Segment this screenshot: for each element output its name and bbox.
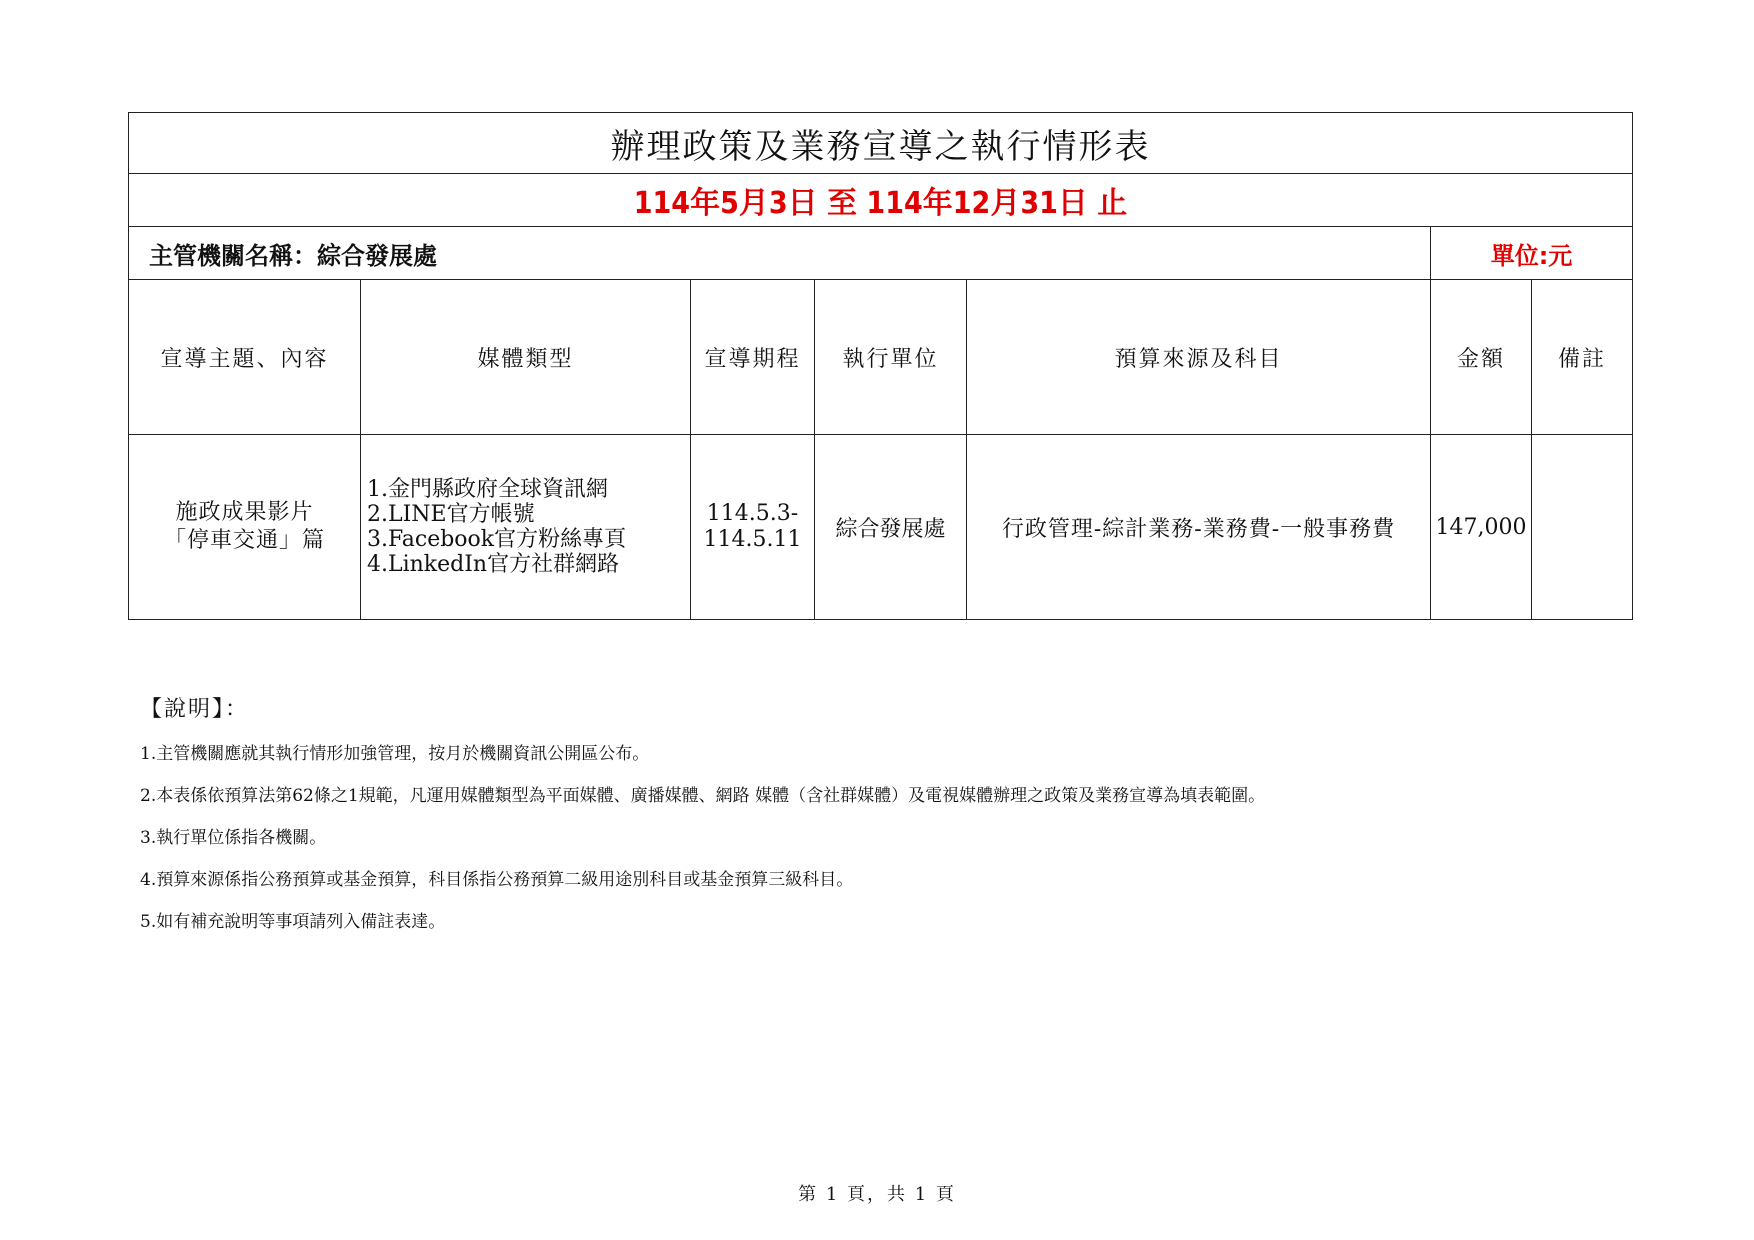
report-title: 辦理政策及業務宣導之執行情形表 [129, 113, 1633, 174]
header-executing-unit: 執行單位 [815, 280, 967, 435]
page-footer: 第 1 頁，共 1 頁 [798, 1184, 956, 1205]
cell-budget-source: 行政管理-綜計業務-業務費-一般事務費 [967, 435, 1431, 620]
topic-line: 施政成果影片 [175, 500, 314, 525]
cell-amount: 147,000 [1431, 435, 1532, 620]
header-remarks: 備註 [1532, 280, 1633, 435]
media-item: 3.Facebook官方粉絲專頁 [367, 527, 627, 552]
topic-line: 「停車交通」篇 [163, 528, 325, 553]
cell-executing-unit: 綜合發展處 [815, 435, 967, 620]
table-header-row [129, 280, 1633, 435]
header-schedule: 宣導期程 [691, 280, 815, 435]
notes-section [140, 692, 1620, 953]
header-budget-source: 預算來源及科目 [967, 280, 1431, 435]
agency-name: 主管機關名稱：綜合發展處 [129, 227, 1431, 280]
note-item: 3.執行單位係指各機關。 [140, 828, 327, 848]
note-item: 4.預算來源係指公務預算或基金預算，科目係指公務預算二級用途別科目或基金預算三級科目。 [140, 870, 854, 890]
note-item: 2.本表係依預算法第62條之1規範，凡運用媒體類型為平面媒體、廣播媒體、網路 媒體（含社群媒體）及電視媒體辦理之政策及業務宣導為填表範圍。 [140, 786, 1266, 806]
notes-title: 【說明】： [140, 697, 250, 722]
header-topic: 宣導主題、內容 [129, 280, 361, 435]
media-item: 4.LinkedIn官方社群網路 [367, 552, 620, 577]
report-period: 114年5月3日 至 114年12月31日 止 [129, 174, 1633, 227]
cell-topic [129, 435, 361, 620]
media-item: 1.金門縣政府全球資訊網 [367, 477, 608, 502]
table-row [129, 435, 1633, 620]
cell-remarks [1532, 435, 1633, 620]
currency-unit: 單位:元 [1431, 227, 1633, 280]
schedule-end: 114.5.11 [703, 527, 802, 552]
media-item: 2.LINE官方帳號 [367, 502, 535, 527]
header-media-type: 媒體類型 [361, 280, 691, 435]
header-amount: 金額 [1431, 280, 1532, 435]
cell-schedule [691, 435, 815, 620]
note-item: 5.如有補充說明等事項請列入備註表達。 [140, 912, 446, 932]
cell-media-type [361, 435, 691, 620]
execution-report-table [128, 112, 1633, 620]
schedule-start: 114.5.3- [706, 501, 799, 526]
note-item: 1.主管機關應就其執行情形加強管理，按月於機關資訊公開區公布。 [140, 744, 650, 764]
